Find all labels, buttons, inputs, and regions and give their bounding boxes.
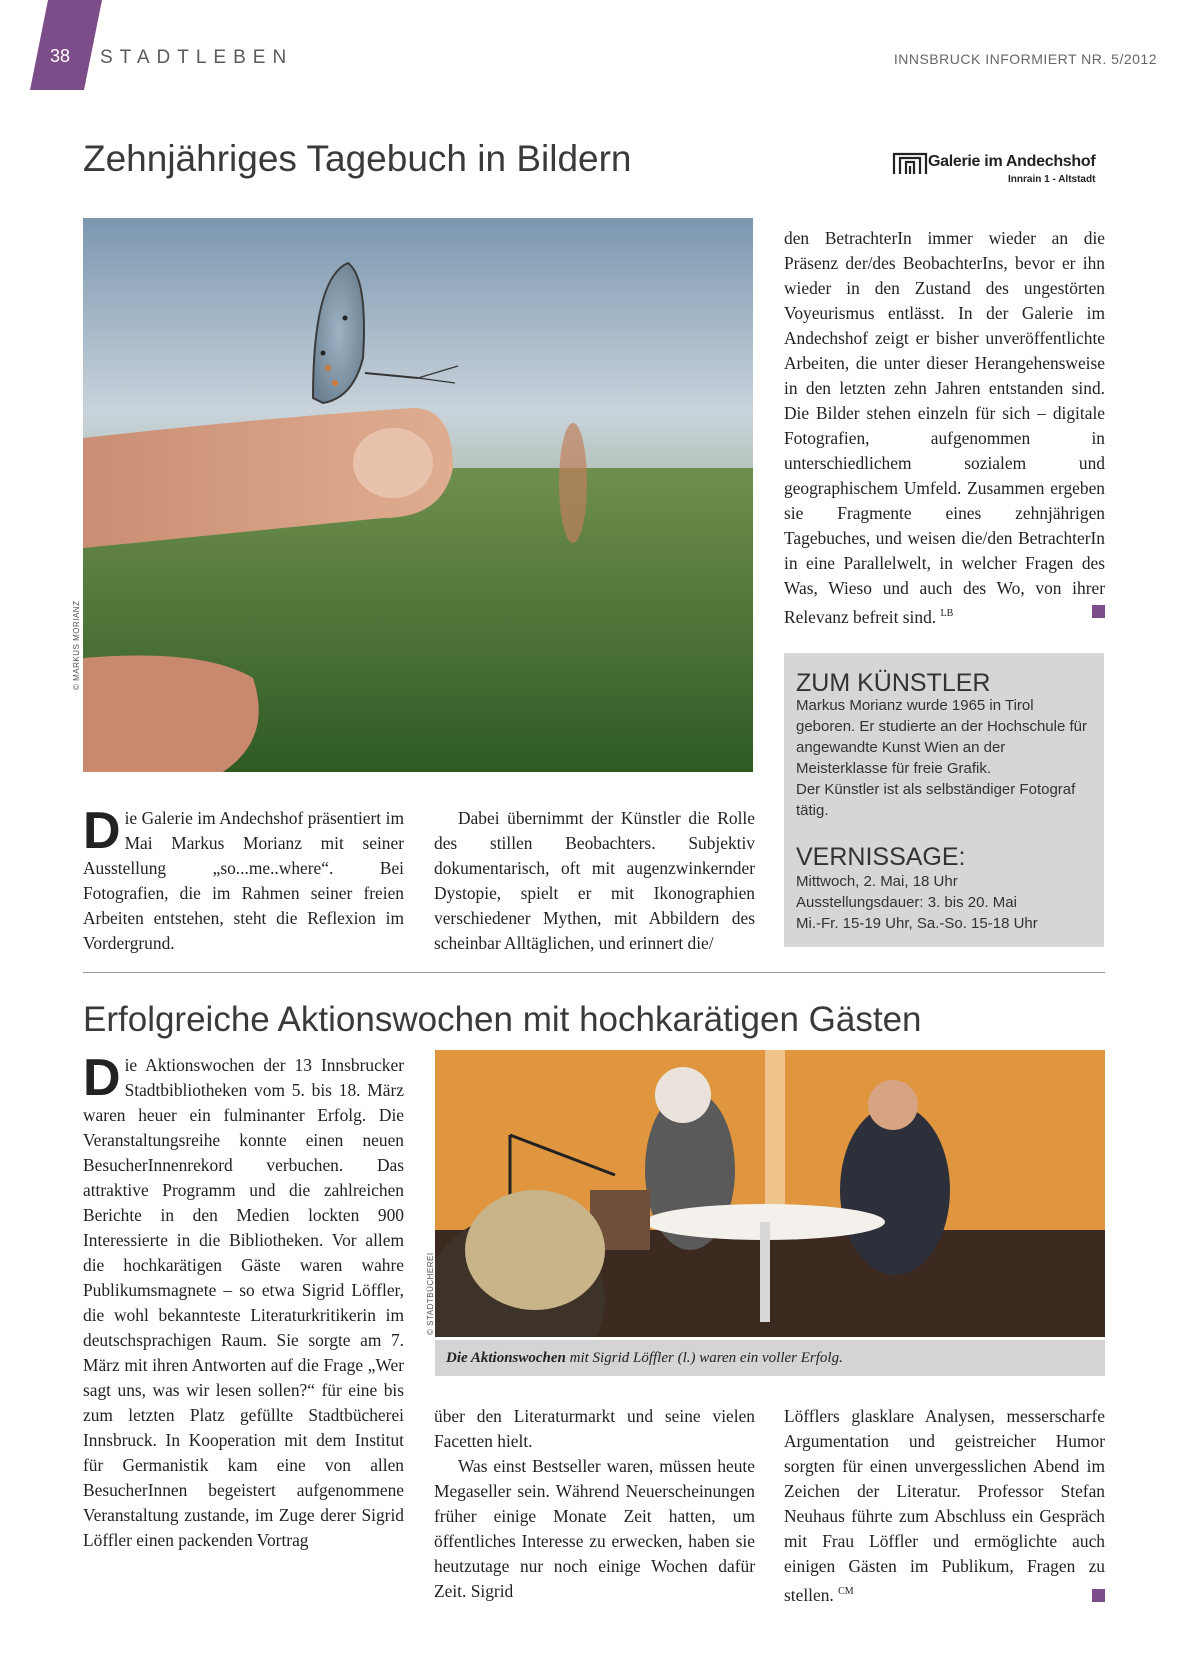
article-2-column-3-text: Löfflers glasklare Analysen, messerscharfe Argumentation und geistreicher Humor sorgten für einen unvergesslichen Abend im Zeichen der Literatur. Professor Stefan Neuhaus führte zum Abschluss ein Gespräch mit Frau Löffler und ermöglichte auch einigen Gästen im Publikum, Fragen zu stellen.: [784, 1406, 1105, 1605]
opening-hours: Mi.-Fr. 15-19 Uhr, Sa.-So. 15-18 Uhr: [796, 915, 1038, 932]
vernissage-date: Mittwoch, 2. Mai, 18 Uhr: [796, 873, 958, 890]
photo-caption: [446, 1350, 843, 1367]
article-1-column-3-text: den BetrachterIn immer wieder an die Präsenz der/des BeobachterIns, bevor er ihn wieder in den Zustand des ungestörten Voyeurismus entlässt. In der Galerie im Andechshof zeigt er bisher unveröffentlichte Arbeiten, die unter dieser Herangehensweise in den letzten zehn Jahren entstanden sind. Die Bilder stehen einzeln für sich – digitale Fotografien, aufgenommen in unterschiedlichem sozialem und geographischem Umfeld. Zusammen ergeben sie Fragmente eines zehnjährigen Tagebuches, und weisen die/den BetrachterIn in eine Parallelwelt, in welcher Fragen des Was, Wieso und auch des Wo, von ihrer Relevanz befreit sind.: [784, 228, 1105, 627]
article-1-column-3: [784, 226, 1105, 630]
article-divider: [83, 972, 1105, 973]
article-1-headline: Zehnjähriges Tagebuch in Bildern: [83, 138, 632, 179]
article-1-column-1: [83, 802, 404, 956]
artist-bio: Markus Morianz wurde 1965 in Tirol geboren. Er studierte an der Hochschule für angewandte Kunst Wien an der Meisterklasse für freie Grafik.: [796, 697, 1087, 777]
info-box-text-artist: [796, 695, 1096, 821]
drop-cap: D: [83, 802, 121, 860]
butterfly-photo: [83, 218, 753, 772]
info-box-text-vernissage: [796, 871, 1096, 934]
exhibition-duration: Ausstellungsdauer: 3. bis 20. Mai: [796, 894, 1017, 911]
page-number: 38: [49, 46, 71, 66]
gallery-name: Galerie im Andechshof: [928, 153, 1096, 170]
issue-title: INNSBRUCK INFORMIERT NR. 5/2012: [893, 51, 1157, 67]
photo-caption-bold: Die Aktionswochen: [446, 1350, 566, 1366]
article-2-column-1: [83, 1049, 404, 1553]
info-box-title-vernissage: VERNISSAGE:: [796, 843, 966, 871]
gallery-address: Innrain 1 - Altstadt: [1008, 174, 1096, 185]
photo-credit: © STADTBÜCHEREI: [426, 1252, 435, 1335]
photo-credit: © MARKUS MORIANZ: [72, 600, 81, 690]
article-2-headline: Erfolgreiche Aktionswochen mit hochkarätigen Gästen: [83, 1000, 922, 1039]
photo-caption-rest: mit Sigrid Löffler (l.) waren ein voller Erfolg.: [565, 1350, 843, 1366]
article-2-lead-text: ie Aktionswochen der 13 Innsbrucker Stadtbibliotheken vom 5. bis 18. März waren heuer ein fulminanter Erfolg. Die Veranstaltungsreihe konnte einen neuen BesucherInnenrekord verbuchen. Das attraktive Programm und die zahlreichen Berichte in den Medien lockten 900 Interessierte in die Bibliotheken. Vor allem die hochkarätigen Gäste waren wahre Publikumsmagnete – so etwa Sigrid Löffler, die wohl bekannteste Literaturkritikerin im deutschsprachigen Raum. Sie sorgte am 7. März mit ihren Antworten auf die Frage „Wer sagt uns, was wir lesen sollen?“ für eine bis zum letzten Platz gefüllte Stadtbücherei Innsbruck. In Kooperation mit dem Institut für Germanistik kam eine von allen BesucherInnen begeistert aufgenommene Veranstaltung zustande, im Zuge derer Sigrid Löffler einen packenden Vortrag: [83, 1055, 404, 1550]
author-initials: LB: [940, 608, 954, 619]
article-1-column-2: Dabei übernimmt der Künstler die Rolle des stillen Beobachters. Subjektiv dokumentarisch, oft mit augenzwinkernder Dystopie, spielt er mit Ikonographien verschiedener Mythen, mit Abbildern des scheinbar Alltäglichen, und erinnert die/: [434, 808, 755, 953]
article-end-mark: [1092, 605, 1105, 618]
page-number-tab: [30, 0, 102, 90]
author-initials: CM: [838, 1586, 854, 1597]
article-end-mark: [1092, 1589, 1105, 1602]
artist-profession: Der Künstler ist als selbständiger Fotograf tätig.: [796, 781, 1076, 819]
drop-cap: D: [83, 1049, 121, 1107]
section-title: STADTLEBEN: [100, 47, 294, 68]
article-2-paragraph: Was einst Bestseller waren, müssen heute Megaseller sein. Während Neuerscheinungen früher einige Monate Zeit hatten, um öffentliches Interesse zu erwecken, haben sie heutzutage nur noch einige Wochen dafür Zeit. Sigrid: [434, 1456, 755, 1601]
info-box-title-artist: ZUM KÜNSTLER: [796, 669, 991, 697]
article-2-paragraph: über den Literaturmarkt und seine vielen Facetten hielt.: [434, 1406, 755, 1451]
article-2-column-2: [434, 1404, 755, 1604]
article-1-lead-text: ie Galerie im Andechshof präsentiert im Mai Markus Morianz mit seiner Ausstellung „so...me..where“. Bei Fotografien, die im Rahmen seiner freien Arbeiten entstehen, steht die Reflexion im Vordergrund.: [83, 808, 404, 953]
article-2-column-3: [784, 1404, 1105, 1608]
event-photo: [435, 1050, 1105, 1337]
